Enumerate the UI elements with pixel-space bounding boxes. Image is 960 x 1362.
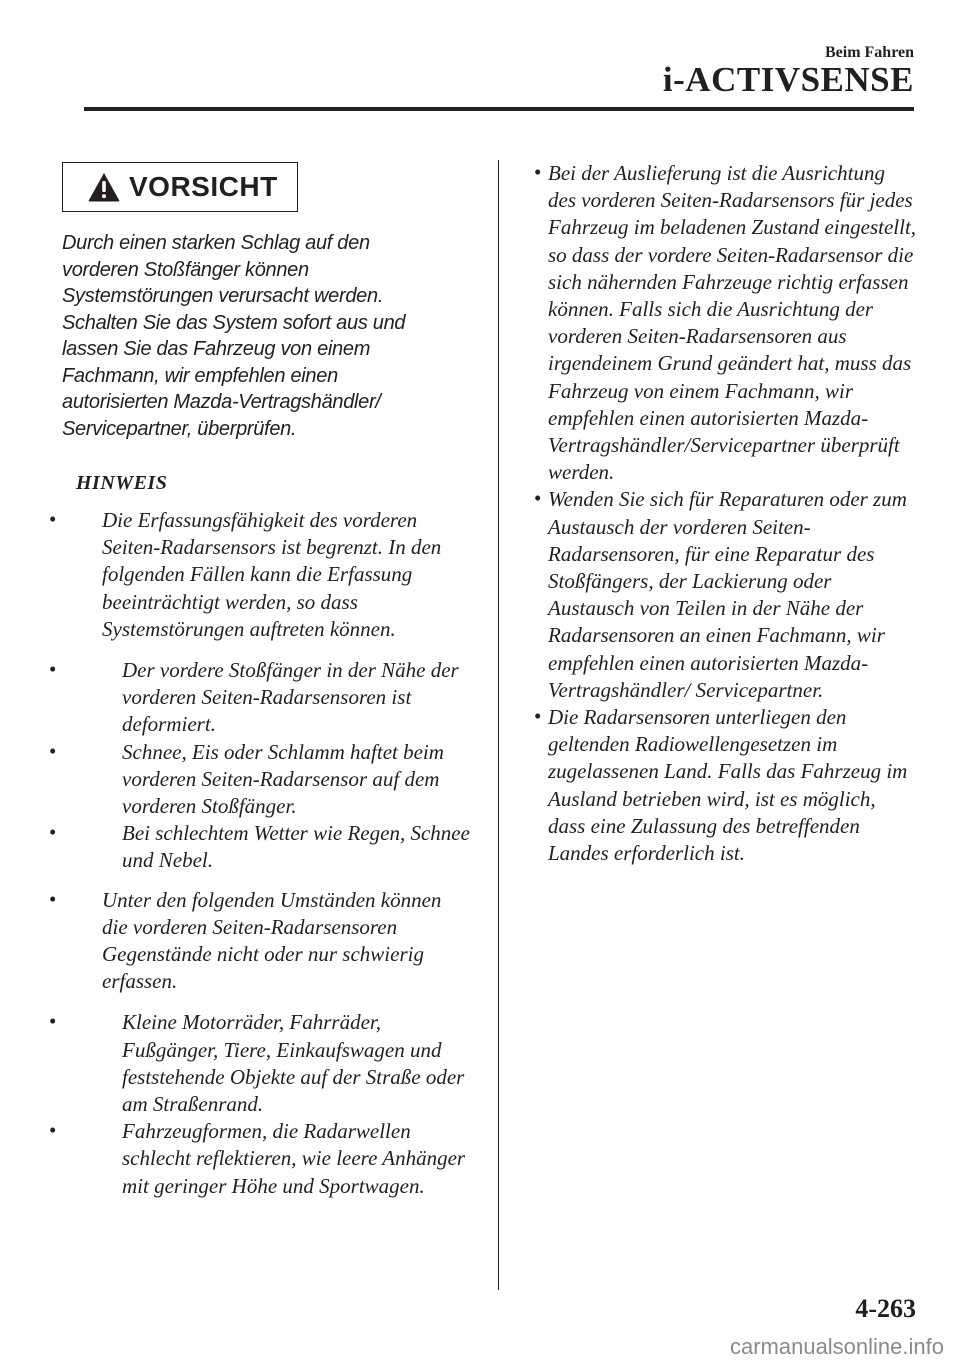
bullet-icon: •	[534, 704, 542, 729]
list-item-text: Bei schlechtem Wetter wie Regen, Schnee und Nebel.	[122, 821, 470, 873]
list-item-text: Der vordere Stoßfänger in der Nähe der vorderen Seiten-Radarsensoren ist deformiert.	[122, 658, 459, 737]
chapter-title: i-ACTIVSENSE	[662, 60, 914, 99]
bullet-icon: •	[49, 1118, 57, 1143]
list-item-text: Kleine Motorräder, Fahrräder, Fußgänger, Tiere, Einkaufswagen und feststehende Objekte auf der Straße oder am Straßenrand.	[122, 1010, 465, 1117]
list-item-text: Die Erfassungsfähigkeit des vorderen Seiten-Radarsensors ist begrenzt. In den folgenden Fällen kann die Erfassung beeinträchtigt werden, so dass Systemstörungen auftreten können.	[102, 508, 442, 641]
list-item-text: Schnee, Eis oder Schlamm haftet beim vorderen Seiten-Radarsensor auf dem vorderen Stoßfänger.	[122, 739, 444, 819]
warning-triangle-icon	[87, 171, 121, 203]
list-item-text: Bei der Auslieferung ist die Ausrichtung des vorderen Seiten-Radarsensors für jedes Fahrzeug im beladenen Zustand eingestellt, so dass der vordere Seiten-Radarsensor die sich nähernden Fahrzeuge richtig erfassen können. Falls sich die Ausrichtung der vorderen Seiten-Radarsensoren aus irgendeinem Grund geändert hat, muss das Fahrzeug von einem Fachmann, wir empfehlen einen autorisierten Mazda-Vertragshändler/Servicepartner überprüft werden.	[548, 161, 917, 485]
list-item-text: Fahrzeugformen, die Radarwellen schlecht reflektieren, wie leere Anhänger mit geringer Höhe und Sportwagen.	[122, 1119, 466, 1198]
note-list-right	[528, 160, 918, 867]
bullet-icon: •	[49, 886, 57, 911]
column-divider	[498, 160, 499, 1290]
list-item	[528, 160, 918, 486]
list-item	[49, 507, 472, 643]
list-item	[49, 1118, 472, 1200]
list-item	[49, 1009, 472, 1118]
page-number: 4-263	[855, 1294, 916, 1323]
list-item	[528, 486, 918, 704]
caution-box	[62, 162, 298, 212]
list-item	[49, 820, 472, 874]
note-title: HINWEIS	[76, 472, 168, 494]
list-item-text: Unter den folgenden Umständen können die vorderen Seiten-Radarsensoren Gegenstände nicht oder nur schwierig erfassen.	[102, 887, 442, 994]
left-column	[49, 162, 472, 1200]
watermark: carmanualsonline.info	[729, 1334, 944, 1359]
bullet-icon: •	[534, 486, 542, 511]
caution-label: VORSICHT	[129, 171, 278, 202]
list-item	[49, 657, 472, 739]
bullet-icon: •	[49, 657, 57, 682]
bullet-icon: •	[534, 160, 542, 184]
bullet-icon: •	[49, 820, 57, 845]
note-list-left	[49, 507, 472, 1200]
bullet-icon: •	[49, 1009, 57, 1034]
header-rule	[84, 107, 914, 111]
list-item	[528, 704, 918, 867]
section-title: Beim Fahren	[824, 44, 914, 61]
list-item	[49, 738, 472, 821]
list-item-text: Die Radarsensoren unterliegen den geltenden Radiowellengesetzen im zugelassenen Land. Falls das Fahrzeug im Ausland betrieben wird, ist es möglich, dass eine Zulassung des betreffenden Landes erforderlich ist.	[548, 705, 908, 866]
right-column	[528, 160, 918, 867]
caution-text: Durch einen starken Schlag auf den vorderen Stoßfänger können Systemstörungen verursacht werden. Schalten Sie das System sofort aus und lassen Sie das Fahrzeug von einem Fachmann, wir empfehlen einen autorisierten Mazda-Vertragshändler/ Servicepartner, überprüfen.	[62, 232, 406, 440]
bullet-icon: •	[49, 507, 57, 531]
list-item	[49, 886, 472, 996]
bullet-icon: •	[49, 738, 57, 763]
list-item-text: Wenden Sie sich für Reparaturen oder zum Austausch der vorderen Seiten-Radarsensoren, für eine Reparatur des Stoßfängers, der Lackierung oder Austausch von Teilen in der Nähe der Radarsensoren an einen Fachmann, wir empfehlen einen autorisierten Mazda-Vertragshändler/ Servicepartner.	[548, 487, 907, 702]
